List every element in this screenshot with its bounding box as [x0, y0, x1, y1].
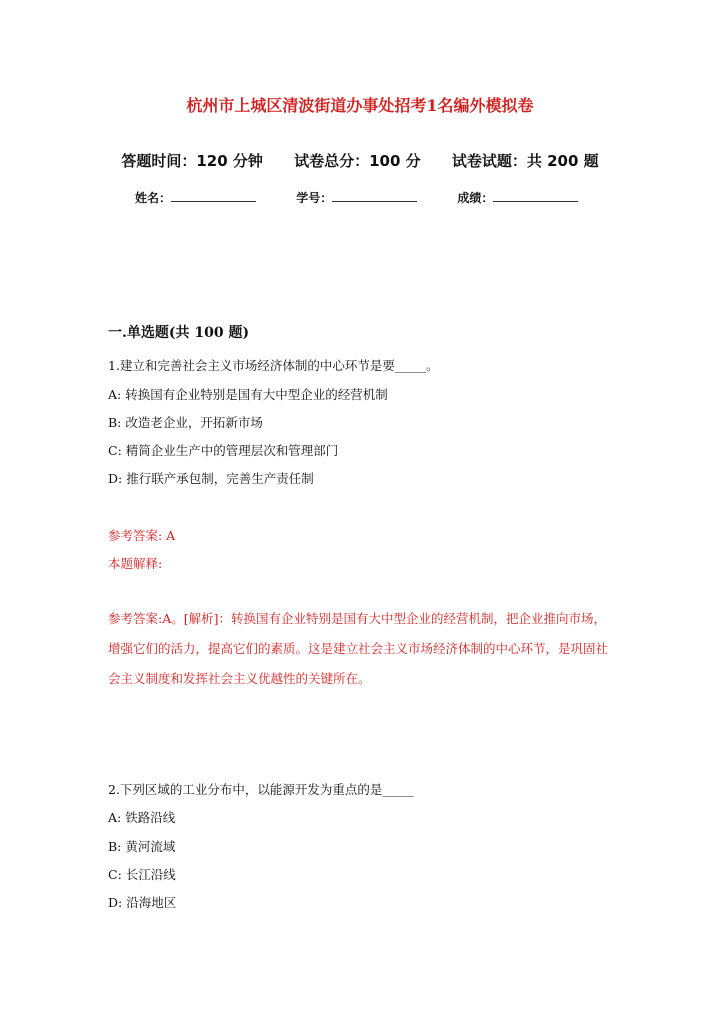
q1-option-a: A: 转换国有企业特别是国有大中型企业的经营机制: [108, 387, 388, 402]
q1-answer: 参考答案: A: [108, 528, 176, 543]
q2-stem: 2.下列区域的工业分布中，以能源开发为重点的是_____: [108, 782, 414, 797]
q1-option-d: D: 推行联产承包制，完善生产责任制: [108, 471, 314, 486]
id-blank: [332, 191, 417, 202]
q2-option-b: B: 黄河流域: [108, 839, 176, 854]
q1-explain-label: 本题解释:: [108, 556, 163, 571]
q2-option-d: D: 沿海地区: [108, 895, 177, 910]
q1-stem: 1.建立和完善社会主义市场经济体制的中心环节是要_____。: [108, 358, 439, 373]
q2-option-c: C: 长江沿线: [108, 867, 176, 882]
q1-option-c: C: 精简企业生产中的管理层次和管理部门: [108, 443, 339, 458]
exam-title: 杭州市上城区清波街道办事处招考1名编外模拟卷: [186, 96, 534, 115]
section-heading: 一.单选题(共 100 题): [108, 325, 250, 341]
name-blank: [171, 191, 256, 202]
exam-time: 答题时间：120 分钟: [121, 152, 263, 170]
student-fields: [135, 189, 655, 206]
score-blank: [493, 191, 578, 202]
q1-explanation: 参考答案:A。[解析]：转换国有企业特别是国有大中型企业的经营机制，把企业推向市场，增强它们的活力，提高它们的素质。这是建立社会主义市场经济体制的中心环节，是巩固社会主义制度和发挥社会主义优越性的关键所在。: [108, 611, 609, 686]
q2-option-a: A: 铁路沿线: [108, 810, 176, 825]
exam-question-count: 试卷试题：共 200 题: [451, 152, 599, 170]
exam-meta: [0, 150, 720, 171]
exam-total-score: 试卷总分：100 分: [294, 152, 421, 170]
name-label: 姓名：: [135, 191, 172, 205]
score-label: 成绩：: [457, 191, 494, 205]
q1-option-b: B: 改造老企业，开拓新市场: [108, 415, 263, 430]
id-label: 学号：: [296, 191, 333, 205]
